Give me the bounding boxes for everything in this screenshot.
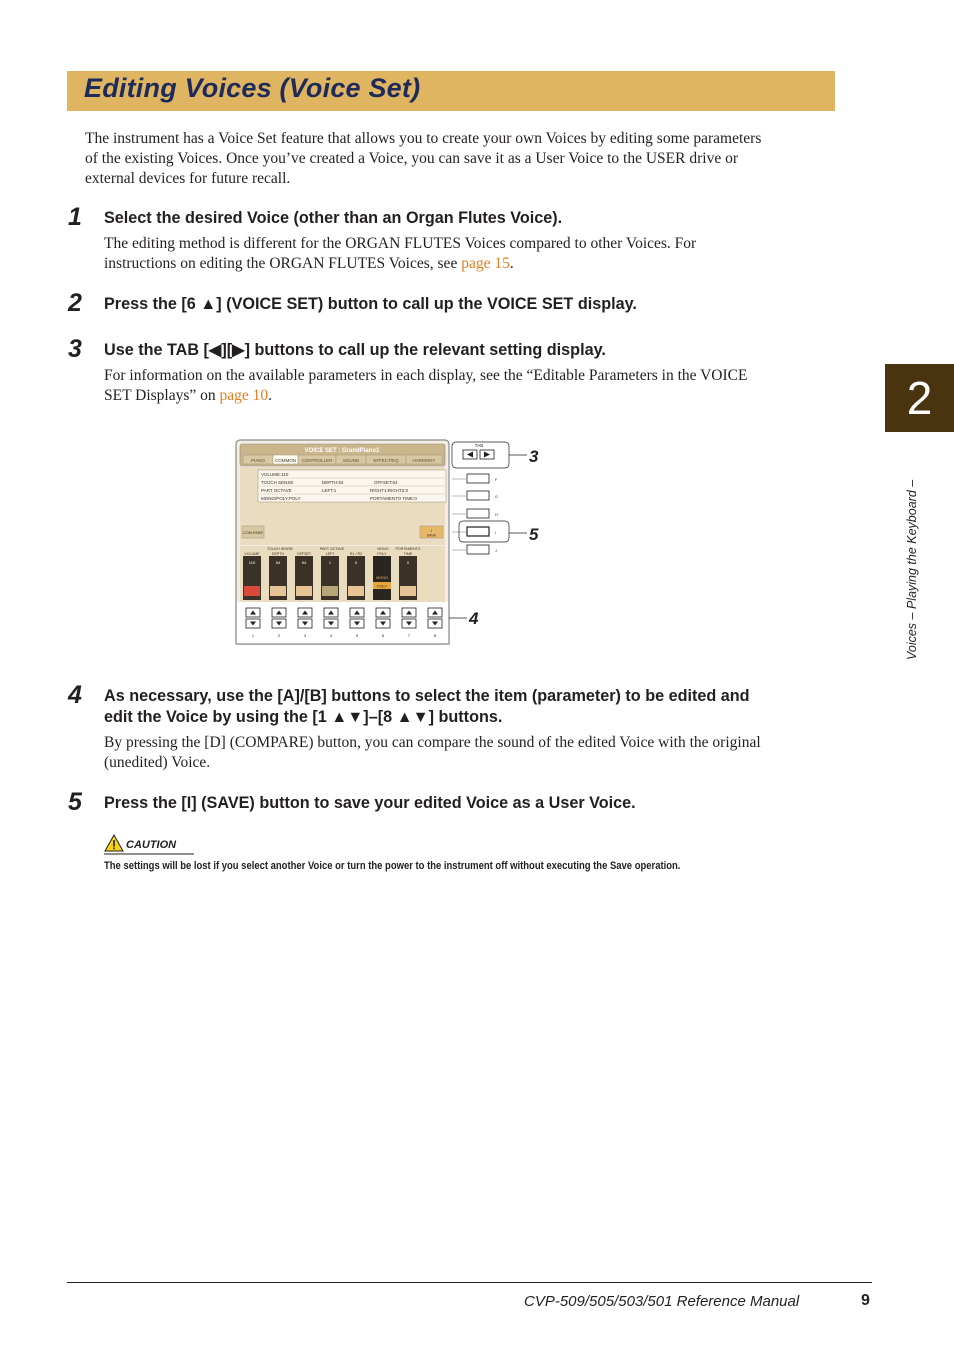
slider-indicator — [270, 586, 286, 596]
param-text: LEFT:1 — [322, 488, 337, 493]
slider-header: POLY — [377, 552, 387, 556]
param-text: PORTAMENTO TIME:0 — [370, 496, 417, 501]
poly-label: POLY — [377, 584, 387, 589]
slider-column-1 — [243, 556, 261, 600]
step-body-text: . — [509, 255, 514, 272]
compare-label: COM-PARE — [242, 531, 264, 535]
side-key: H — [495, 513, 498, 517]
side-button-j — [452, 545, 497, 554]
button-number: 3 — [303, 633, 307, 638]
slider-header: TIME — [403, 552, 413, 556]
step-heading — [104, 686, 750, 728]
tab-label: EFFECT/EQ — [373, 458, 399, 463]
page-link[interactable]: page 15 — [461, 255, 510, 272]
param-text: TOUCH SENSE — [261, 480, 294, 485]
mono-label: MONO — [376, 576, 388, 580]
step-body — [104, 733, 761, 773]
slider-column-4 — [321, 556, 339, 600]
callout-number: 3 — [529, 447, 539, 466]
step-body-line: By pressing the [D] (COMPARE) button, you can compare the sound of the edited Voice with the original — [104, 734, 761, 751]
step-body-text: . — [268, 387, 273, 404]
side-key: F — [495, 478, 498, 482]
tab-label: PIANO — [250, 458, 266, 463]
group-header: MONO — [377, 547, 389, 551]
param-text: MONO/POLY:POLY — [261, 496, 301, 501]
chapter-side-label: Voices – Playing the Keyboard – — [905, 479, 919, 660]
slider-value: 1 — [328, 560, 332, 565]
step-heading-line: edit the Voice by using the [1 ▲▼]–[8 ▲▼] buttons. — [104, 708, 503, 726]
slider-header: OFFSET — [296, 552, 312, 556]
intro-paragraph — [85, 129, 761, 189]
slider-column-3 — [295, 556, 313, 600]
slider-header: LEFT — [325, 552, 335, 556]
slider-column-6 — [373, 556, 391, 600]
caution-badge — [104, 834, 196, 856]
slider-indicator — [348, 586, 364, 596]
caution-label: CAUTION — [126, 839, 177, 851]
group-header: PART OCTAVE — [319, 547, 345, 551]
slider-header: VOLUME — [244, 552, 260, 556]
tab-label: CONTROLLER — [301, 458, 333, 463]
page-link[interactable]: page 10 — [219, 387, 269, 404]
side-button-f — [452, 474, 498, 483]
side-key: G — [495, 495, 498, 499]
param-text: OFFSET:64 — [374, 480, 398, 485]
slider-indicator — [296, 586, 312, 596]
slider-column-7 — [399, 556, 417, 600]
step-number: 1 — [68, 203, 82, 231]
intro-line: of the existing Voices. Once you’ve created a Voice, you can save it as a User Voice to the USER drive or — [85, 150, 738, 167]
tab-label: HARMONY — [412, 458, 436, 463]
button-number: 1 — [251, 633, 255, 638]
step-heading: Press the [I] (SAVE) button to save your edited Voice as a User Voice. — [104, 794, 636, 812]
param-text: PART OCTAVE — [261, 488, 292, 493]
step-body-line: (unedited) Voice. — [104, 754, 211, 771]
callout-number: 5 — [529, 525, 539, 544]
step-body — [104, 366, 747, 406]
side-key: J — [495, 549, 497, 553]
save-key-label: I — [430, 529, 433, 533]
step-body — [104, 234, 696, 274]
step-body-line: For information on the available parameters in each display, see the “Editable Parameters in the VOICE — [104, 367, 748, 384]
slider-value: 0 — [406, 560, 410, 565]
step-heading: Select the desired Voice (other than an Organ Flutes Voice). — [104, 209, 563, 227]
step-heading-line: As necessary, use the [A]/[B] buttons to select the item (parameter) to be edited and — [104, 687, 750, 705]
tab-label: SOUND — [342, 458, 360, 463]
step-number: 2 — [68, 289, 82, 317]
slider-column-5 — [347, 556, 365, 600]
step-heading: Use the TAB [◀][▶] buttons to call up the relevant setting display. — [104, 341, 606, 359]
caution-text: The settings will be lost if you select another Voice or turn the power to the instrument off without executing the Save operation. — [104, 860, 681, 872]
slider-value: 64 — [301, 560, 307, 565]
step-number: 4 — [68, 681, 82, 709]
page-number: 9 — [861, 1292, 870, 1309]
section-title: Editing Voices (Voice Set) — [84, 73, 421, 103]
button-number: 5 — [355, 633, 359, 638]
group-header: PORTAMENTO — [395, 547, 421, 551]
button-number: 4 — [329, 633, 333, 638]
button-number: 7 — [407, 633, 411, 638]
intro-line: The instrument has a Voice Set feature that allows you to create your own Voices by editing some parameters — [85, 130, 762, 147]
slider-header: R1 / R2 — [349, 552, 363, 556]
slider-header: DEPTH — [271, 552, 285, 556]
slider-value: 0 — [354, 560, 358, 565]
number-buttons-panel — [236, 602, 449, 644]
param-text: VOLUME:110 — [261, 472, 289, 477]
callout-number: 4 — [469, 609, 479, 628]
button-number: 2 — [277, 633, 281, 638]
step-number: 3 — [68, 335, 82, 363]
step-heading: Press the [6 ▲] (VOICE SET) button to call up the VOICE SET display. — [104, 295, 637, 313]
intro-line: external devices for future recall. — [85, 170, 291, 187]
side-key: I — [495, 531, 497, 535]
slider-indicator — [400, 586, 416, 596]
slider-value: 110 — [248, 560, 256, 565]
slider-column-2 — [269, 556, 287, 600]
step-body-text: SET Displays” on — [104, 387, 220, 404]
button-number: 8 — [433, 633, 437, 638]
step-body-line: The editing method is different for the ORGAN FLUTES Voices compared to other Voices. For — [104, 235, 697, 252]
step-body-line — [104, 254, 696, 274]
side-button-g — [452, 491, 498, 500]
side-button-h — [452, 509, 498, 518]
slider-value: 64 — [275, 560, 281, 565]
param-text: RIGHT1:RIGHT2:0 — [370, 488, 409, 493]
group-header: TOUCH SENSE — [267, 547, 293, 551]
button-number: 6 — [381, 633, 385, 638]
tab-button-label: TAB — [474, 443, 484, 448]
save-screen-label: SAVE — [426, 533, 437, 538]
step-body-text: instructions on editing the ORGAN FLUTES Voices, see — [104, 255, 462, 272]
voice-set-screen-illustration — [230, 436, 550, 651]
slider-indicator — [244, 586, 260, 596]
footer-rule — [67, 1282, 872, 1283]
slider-indicator — [322, 586, 338, 596]
lcd-title: VOICE SET : GrandPiano1 — [304, 448, 380, 454]
tab-label: COMMON — [275, 458, 296, 463]
side-button-i — [452, 521, 527, 542]
step-number: 5 — [68, 788, 82, 816]
step-body-line — [104, 386, 747, 406]
footer-manual-title: CVP-509/505/503/501 Reference Manual — [524, 1293, 800, 1310]
param-text: DEPTH:64 — [322, 480, 344, 485]
lcd-tab-row — [243, 455, 442, 464]
chapter-tab: 2 — [885, 364, 954, 432]
